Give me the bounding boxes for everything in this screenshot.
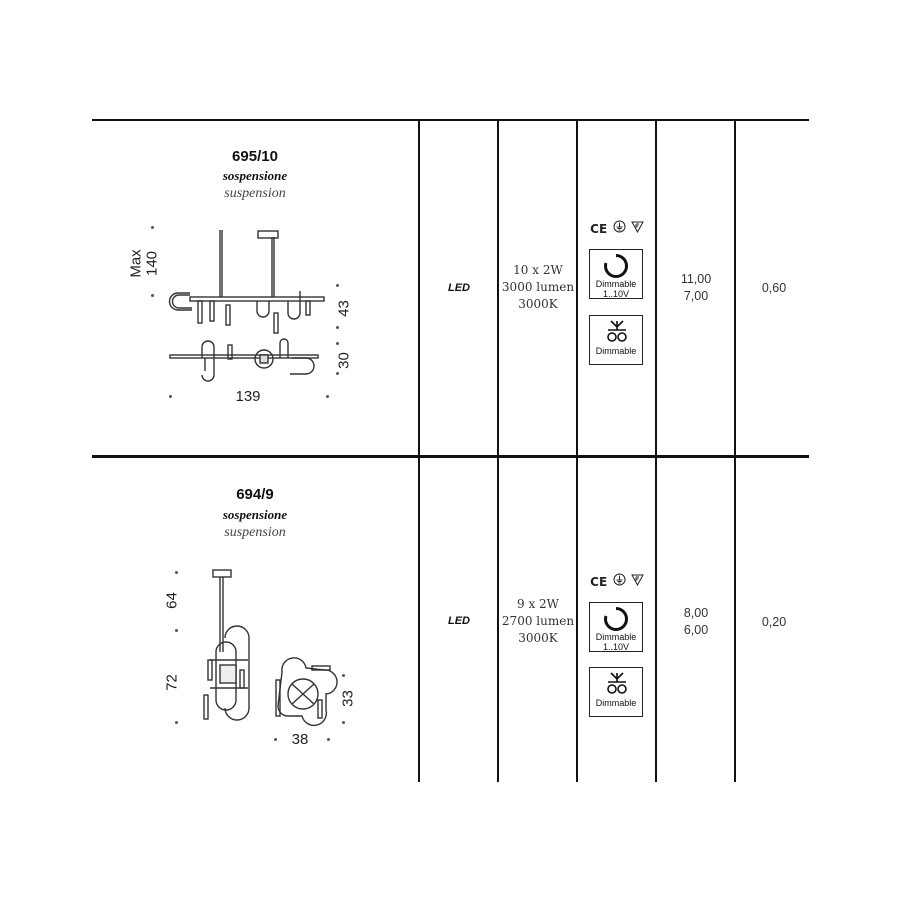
weight-gross: 11,00 (680, 272, 712, 286)
dimmable-1-10v-badge (589, 602, 643, 652)
product-type-it: sospensione (222, 507, 288, 522)
product-type-en: suspension (224, 186, 286, 201)
dimmer-dial-icon (603, 253, 629, 279)
certifications (578, 220, 656, 236)
dimension-marker (326, 395, 329, 398)
product-code: 695/10 (232, 148, 278, 165)
dimension-width: 38 (291, 731, 309, 748)
dimension-height: 72 (163, 674, 181, 691)
column-divider (497, 119, 499, 782)
ce-mark: CE (590, 222, 608, 236)
dimming-range: 1..10V (602, 289, 630, 299)
lamp-temperature: 3000K (518, 631, 558, 645)
dimension-height: 140 (143, 250, 161, 277)
weight (657, 271, 735, 305)
dimension-arm: 30 (335, 352, 353, 369)
dimmable-label: Dimmable (595, 632, 637, 642)
dimension-marker (175, 571, 178, 574)
dimension-marker (336, 372, 339, 375)
dimension-depth: 33 (339, 690, 357, 707)
dimmable-label: Dimmable (595, 346, 637, 356)
dimension-marker (336, 326, 339, 329)
column-divider (418, 119, 420, 782)
push-dimmer-icon (605, 319, 629, 345)
dimension-marker (327, 738, 330, 741)
dimension-max-label: Max (127, 249, 145, 278)
ground-symbol-icon (613, 573, 626, 589)
dimension-marker (151, 294, 154, 297)
lamp-lumen: 3000 lumen (501, 280, 575, 294)
lamp-power: 9 x 2W (517, 597, 559, 611)
dimension-marker (169, 395, 172, 398)
dimmable-push-badge (589, 667, 643, 717)
top-rule (92, 119, 809, 121)
dimmable-label: Dimmable (595, 698, 637, 708)
lamp-lumen: 2700 lumen (501, 614, 575, 628)
column-divider (576, 119, 578, 782)
product-type-en: suspension (224, 525, 286, 540)
weight-net: 6,00 (683, 623, 709, 637)
weight-net: 7,00 (683, 289, 709, 303)
lamp-spec (499, 596, 577, 647)
weight (657, 605, 735, 639)
dimension-marker (151, 226, 154, 229)
dimmable-push-badge (589, 315, 643, 365)
dimming-range: 1..10V (602, 642, 630, 652)
dimension-marker (274, 738, 277, 741)
triangle-f-mark-icon (631, 574, 644, 589)
column-divider (655, 119, 657, 782)
dimension-marker (336, 284, 339, 287)
dimension-depth: 43 (335, 300, 353, 317)
dimension-marker (342, 674, 345, 677)
dimension-marker (342, 721, 345, 724)
lamp-spec (499, 262, 577, 313)
ground-symbol-icon (613, 220, 626, 236)
weight-gross: 8,00 (683, 606, 709, 620)
dimension-width: 139 (235, 388, 261, 405)
light-source: LED (448, 282, 470, 294)
product-code: 694/9 (236, 486, 274, 503)
dimension-marker (175, 721, 178, 724)
push-dimmer-icon (605, 671, 629, 697)
dimension-marker (336, 342, 339, 345)
certifications (578, 573, 656, 589)
light-source: LED (448, 615, 470, 627)
dimension-top: 64 (163, 592, 181, 609)
lamp-temperature: 3000K (518, 297, 558, 311)
product-type-it: sospensione (222, 168, 288, 183)
lamp-power: 10 x 2W (513, 263, 563, 277)
volume: 0,20 (761, 615, 787, 629)
row-separator (92, 455, 809, 458)
dimmable-1-10v-badge (589, 249, 643, 299)
dimension-marker (175, 629, 178, 632)
column-divider (734, 119, 736, 782)
ce-mark: CE (590, 575, 608, 589)
technical-drawing-694-9 (92, 560, 418, 730)
volume: 0,60 (761, 281, 787, 295)
dimmer-dial-icon (603, 606, 629, 632)
dimmable-label: Dimmable (595, 279, 637, 289)
triangle-f-mark-icon (631, 221, 644, 236)
